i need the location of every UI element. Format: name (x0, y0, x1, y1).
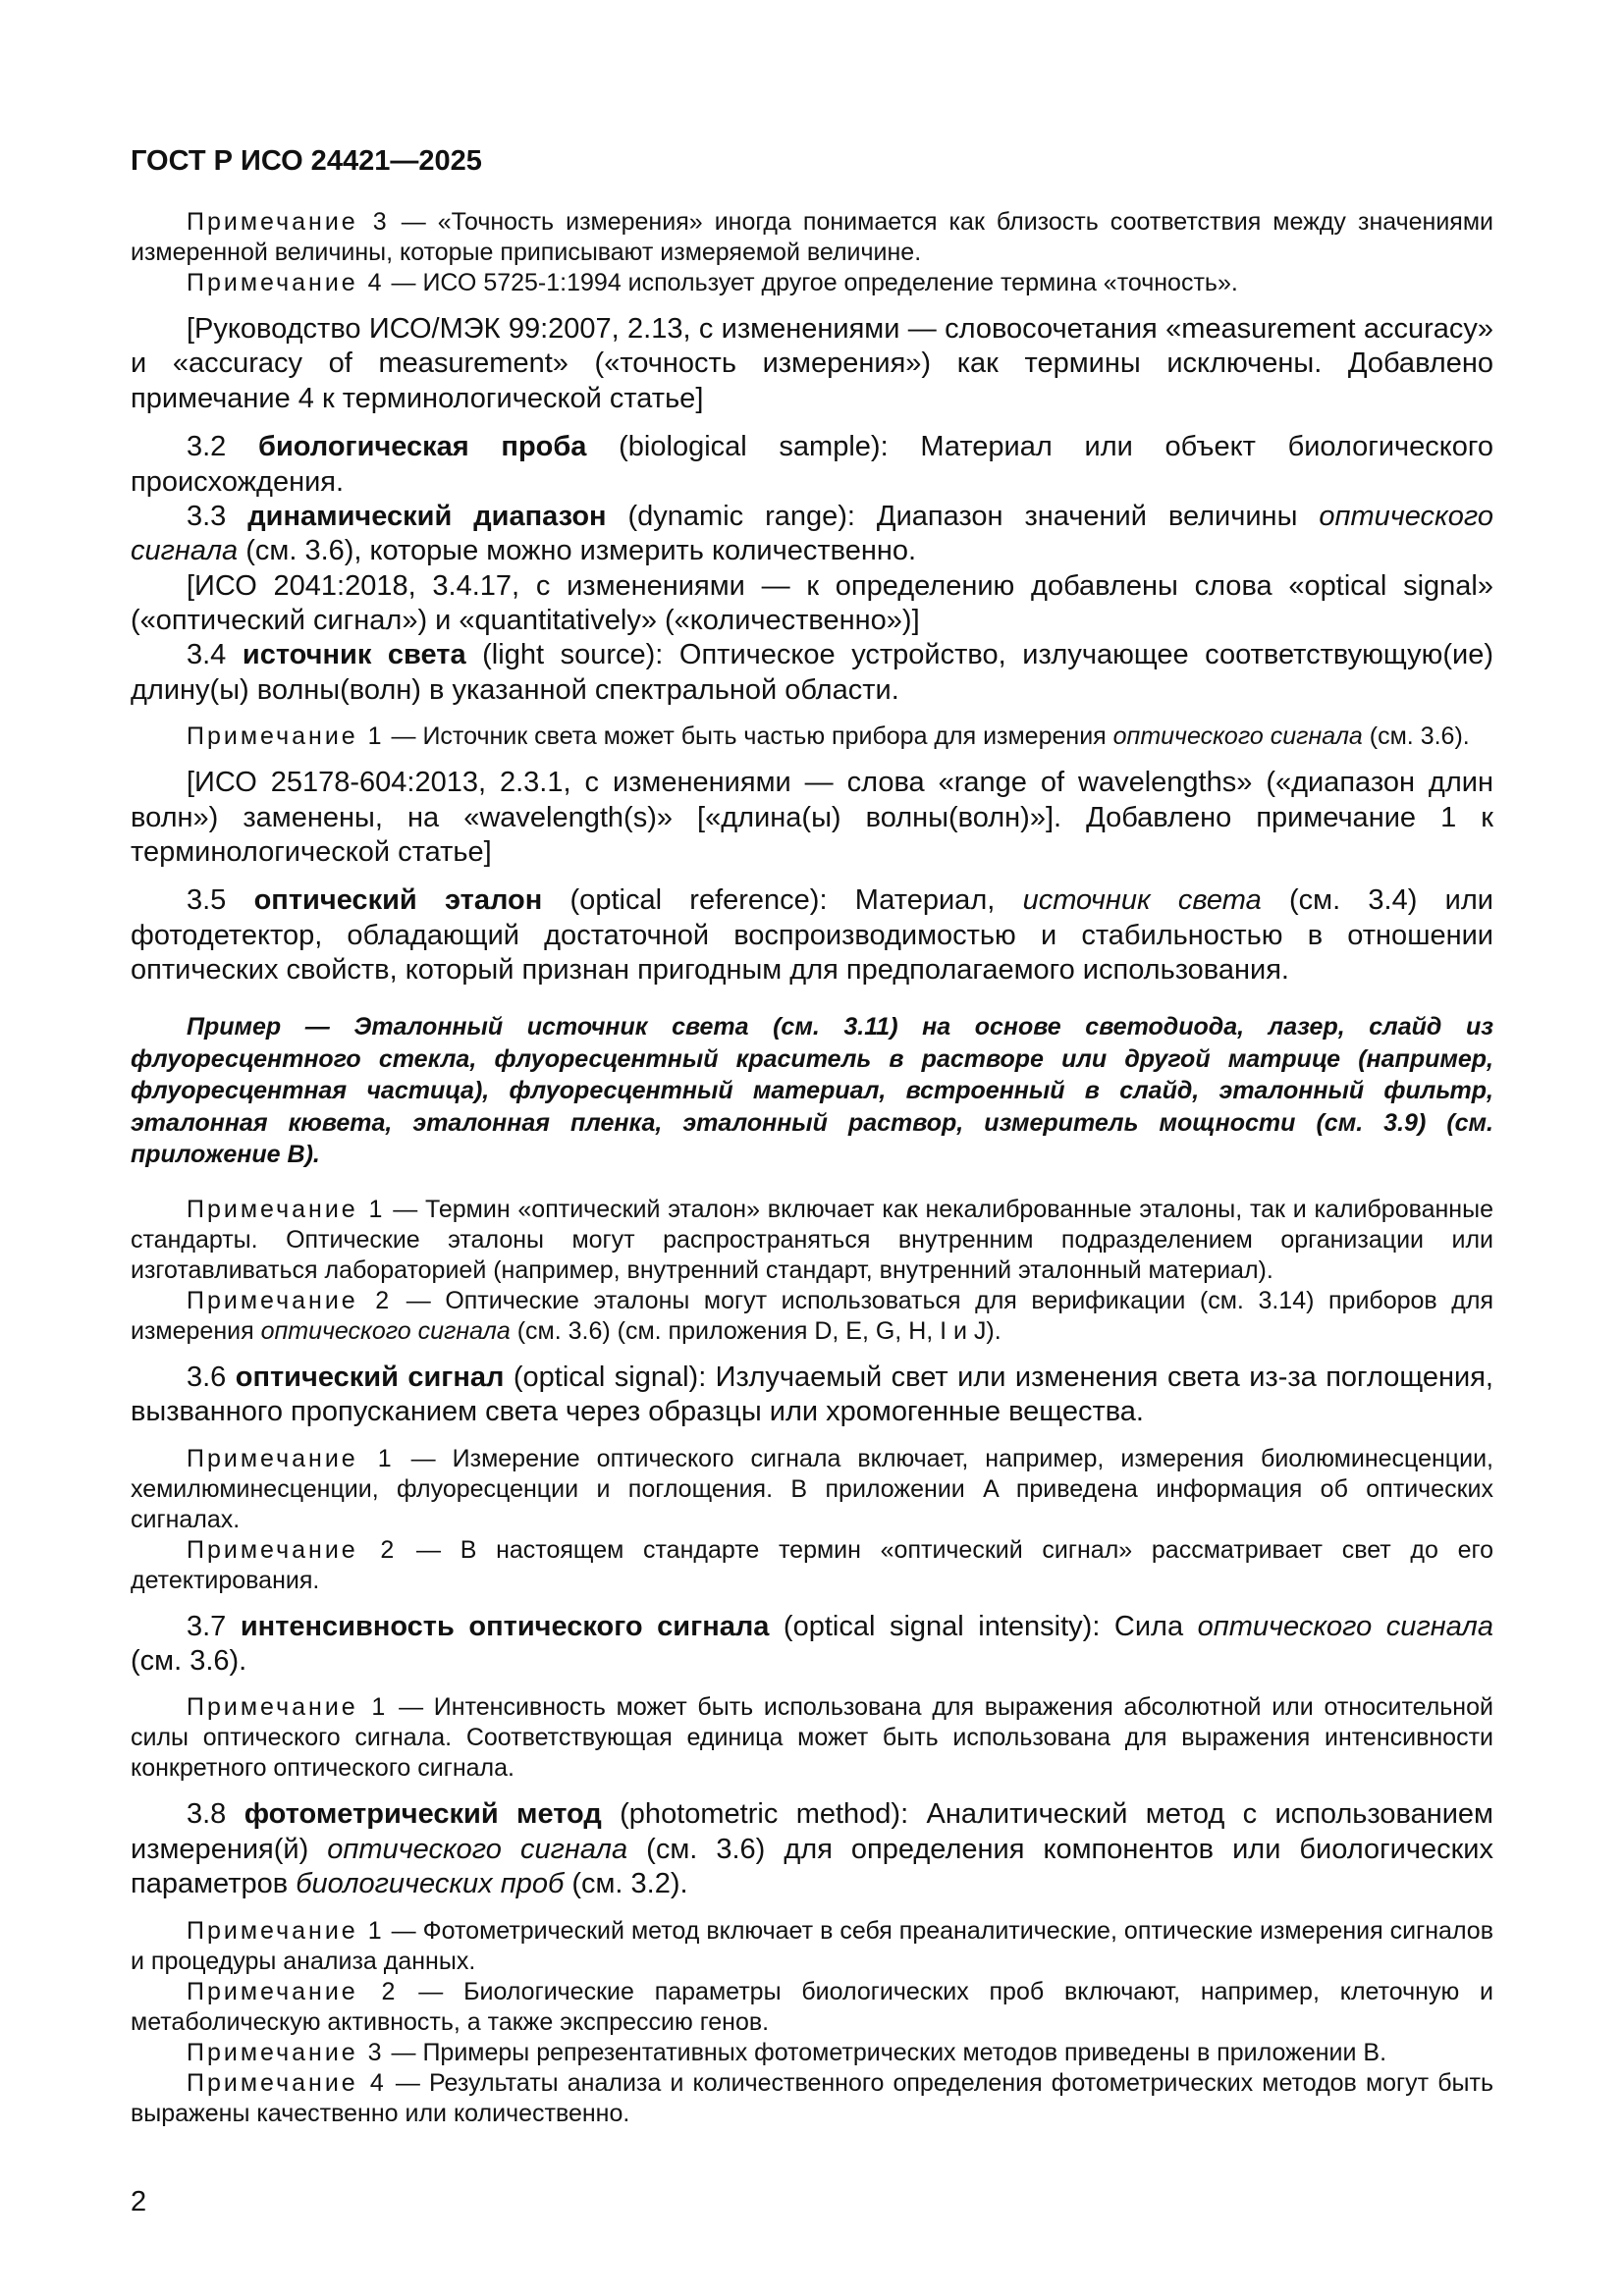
paragraph-note (131, 2068, 1493, 2129)
paragraph-note (131, 1692, 1493, 1784)
text-run: динамический диапазон (247, 500, 607, 532)
paragraph-body (131, 569, 1493, 639)
note-label: Примечание 1 (187, 1693, 389, 1722)
paragraph-body (131, 766, 1493, 870)
text-run: биологических проб (296, 1868, 565, 1900)
text-run: — Результаты анализа и количественного определения фотометрических методов могут быть выражены качественно или количественно. (131, 2068, 1493, 2127)
paragraph-note (131, 1535, 1493, 1596)
paragraph-body (131, 500, 1493, 569)
text-run: оптический эталон (253, 884, 543, 917)
paragraph-body (131, 1361, 1493, 1430)
text-run: 3.5 (187, 884, 254, 917)
text-run: (см. 3.4) или фотодетектор, обладающий достаточной воспроизводимостью и стабильностью в отношении оптических свойств, который признан пригодным для предполагаемого использования. (131, 884, 1493, 986)
text-run: 3.3 (187, 500, 248, 532)
note-label: Примечание 1 (187, 1444, 395, 1472)
paragraph-note (131, 1916, 1493, 1977)
text-run: (см. 3.6) для определения компонентов или биологических параметров (131, 1833, 1494, 1900)
text-run: источник света (1022, 884, 1262, 917)
text-run: оптический сигнал (235, 1361, 505, 1393)
text-run: 3.7 (187, 1610, 241, 1642)
document-body (131, 207, 1493, 2129)
text-run: (optical reference): Материал, (542, 884, 1023, 917)
paragraph-note (131, 268, 1493, 298)
text-run: — ИСО 5725-1:1994 использует другое определение термина «точность». (384, 269, 1238, 296)
paragraph-body (131, 883, 1493, 988)
note-label: Примечание 3 (187, 2038, 385, 2066)
text-run: интенсивность оптического сигнала (240, 1610, 770, 1642)
paragraph-note (131, 1195, 1493, 1286)
paragraph-note (131, 1977, 1493, 2038)
paragraph-example (131, 1011, 1493, 1171)
text-run: — Биологические параметры биологических проб включают, например, клеточную и метаболическую активность, а также экспрессию генов. (131, 1977, 1493, 2036)
paragraph-note (131, 1444, 1493, 1535)
text-run: (см. 3.6). (1362, 722, 1470, 751)
text-run: (см. 3.6) (см. приложения D, E, G, H, I и J). (510, 1316, 1001, 1345)
paragraph-body (131, 1610, 1493, 1680)
paragraph-body (131, 312, 1493, 416)
note-label: Примечание 4 (187, 269, 385, 296)
note-label: Примечание 1 (187, 1916, 385, 1945)
paragraph-note (131, 2038, 1493, 2068)
text-run: 3.6 (187, 1361, 236, 1393)
text-run: оптического сигнала (1197, 1610, 1493, 1642)
text-run: 3.4 (187, 639, 243, 671)
text-run: (optical signal intensity): Сила (769, 1610, 1198, 1642)
text-run: оптического сигнала (327, 1833, 628, 1865)
note-label: Примечание 4 (187, 2068, 387, 2097)
note-label: Примечание 2 (187, 1977, 399, 2005)
text-run: оптического сигнала (260, 1316, 511, 1345)
text-run: [Руководство ИСО/МЭК 99:2007, 2.13, с изменениями — словосочетания «measurement accuracy» и «accuracy of measurement» («точность измерения») как термины исключены. Добавлено примечание 4 к терминологической статье] (131, 313, 1493, 414)
paragraph-body (131, 638, 1493, 708)
text-run: биологическая проба (258, 431, 587, 463)
note-label: Примечание 3 (187, 208, 390, 236)
paragraph-body (131, 430, 1493, 500)
text-run: источник света (242, 639, 466, 671)
text-run: 3.8 (187, 1798, 244, 1831)
text-run: (dynamic range): Диапазон значений величины (606, 500, 1320, 532)
page-number: 2 (131, 2185, 147, 2217)
text-run: фотометрический метод (244, 1798, 602, 1831)
text-run: — Источник света может быть частью прибора для измерения (384, 722, 1113, 751)
text-run: — «Точность измерения» иногда понимается как близость соответствия между значениями измеренной величины, которые приписывают измеряемой величине. (131, 208, 1493, 266)
paragraph-note (131, 207, 1493, 268)
paragraph-note (131, 1286, 1493, 1347)
document-header: ГОСТ Р ИСО 24421—2025 (131, 145, 482, 177)
text-run: — Фотометрический метод включает в себя преаналитические, оптические измерения сигналов и процедуры анализа данных. (131, 1916, 1493, 1975)
paragraph-body (131, 1797, 1493, 1901)
note-label: Примечание 1 (187, 1195, 386, 1223)
text-run: (см. 3.2). (564, 1868, 688, 1900)
note-label: Примечание 2 (187, 1535, 398, 1564)
text-run: (light source): Оптическое устройство, излучающее соответствующую(ие) длину(ы) волны(волн) в указанной спектральной области. (131, 639, 1493, 706)
text-run: (biological sample): Материал или объект биологического происхождения. (131, 431, 1493, 498)
text-run: — Примеры репрезентативных фотометрических методов приведены в приложении B. (384, 2038, 1387, 2066)
text-run: 3.2 (187, 431, 259, 463)
paragraph-note (131, 721, 1493, 752)
text-run: оптического сигнала (131, 500, 1493, 567)
text-run: [ИСО 25178-604:2013, 2.3.1, с изменениями — слова «range of wavelengths» («диапазон длин волн») заменены, на «wavelength(s)» [«длина(ы) волны(волн)»]. Добавлено примечание 1 к терминологической статье] (131, 767, 1493, 868)
text-run: Пример — Эталонный источник света (см. 3.11) на основе светодиода, лазер, слайд из флуоресцентного стекла, флуоресцентный краситель в растворе или другой матрице (например, флуоресцентная частица), флуоресцентный материал, встроенный в слайд, эталонный фильтр, эталонная кювета, эталонная пленка, эталонный раствор, измеритель мощности (см. 3.9) (см. приложение B). (131, 1013, 1493, 1169)
text-run: (см. 3.6), которые можно измерить количественно. (238, 535, 917, 567)
text-run: (photometric method): Аналитический метод с использованием измерения(й) (131, 1798, 1493, 1865)
text-run: — Оптические эталоны могут использоваться для верификации (см. 3.14) приборов для измерения (131, 1286, 1493, 1345)
text-run: оптического сигнала (1112, 722, 1363, 751)
text-run: — Термин «оптический эталон» включает как некалиброванные эталоны, так и калиброванные стандарты. Оптические эталоны могут распространяться внутренним подразделением организации или изготавливаться лабораторией (например, внутренний стандарт, внутренний эталонный материал). (131, 1195, 1493, 1284)
text-run: (см. 3.6). (131, 1645, 247, 1677)
text-run: (optical signal): Излучаемый свет или изменения света из-за поглощения, вызванного пропусканием света через образцы или хромогенные вещества. (131, 1361, 1493, 1428)
text-run: — В настоящем стандарте термин «оптический сигнал» рассматривает свет до его детектирования. (131, 1535, 1493, 1594)
text-run: [ИСО 2041:2018, 3.4.17, с изменениями — к определению добавлены слова «optical signal» («оптический сигнал») и «quantitatively» («количественно»)] (131, 569, 1493, 636)
note-label: Примечание 2 (187, 1286, 393, 1314)
text-run: — Интенсивность может быть использована для выражения абсолютной или относительной силы оптического сигнала. Соответствующая единица может быть использована для выражения интенсивности конкретного оптического сигнала. (131, 1693, 1493, 1783)
note-label: Примечание 1 (187, 722, 385, 751)
text-run: — Измерение оптического сигнала включает, например, измерения биолюминесценции, хемилюминесценции, флуоресценции и поглощения. В приложении A приведена информация об оптических сигналах. (131, 1444, 1493, 1533)
